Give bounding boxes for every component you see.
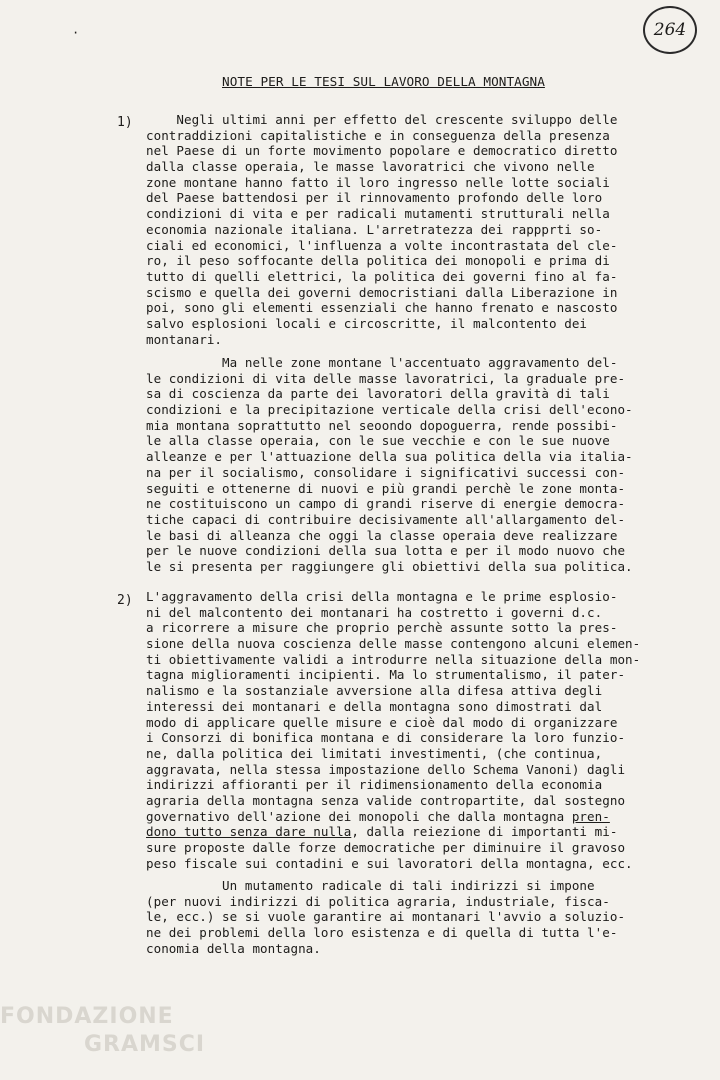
section-1-paragraph-2 [146,355,706,575]
text-line: ne costituiscono un campo di grandi riserve di energie democra- [146,496,626,512]
text-line: alleanze e per l'attuazione della sua politica della via italia- [146,449,633,465]
text-line: scismo e quella dei governi democristiani dalla Liberazione in [146,284,618,300]
text-line: condizioni e la precipitazione verticale della crisi dell'econo- [146,402,633,418]
text-line: ciali ed economici, l'influenza a volte incontrastata del cle- [146,237,618,253]
text-line: nalismo e la sostanziale avversione alla difesa attiva degli [146,683,603,699]
text-line: del Paese battendosi per il rinnovamento profondo delle loro [146,190,603,206]
text-line: a ricorrere a misure che proprio perchè assunte sotto la pres- [146,620,618,636]
text-line: sione della nuova coscienza delle masse contengono alcuni elemen- [146,636,641,652]
text-line: zone montane hanno fatto il loro ingresso nelle lotte sociali [146,174,610,190]
text-line: Negli ultimi anni per effetto del crescente sviluppo delle [146,112,618,127]
text-line: ne, dalla politica dei limitati investimenti, (che continua, [146,745,603,761]
watermark-line-2: GRAMSCI [84,1032,206,1057]
text-line: le basi di alleanza che oggi la classe operaia deve realizzare [146,527,618,543]
text-line: na per il socialismo, consolidare i significativi successi con- [146,464,626,480]
text-line: tiche capaci di contribuire decisivamente all'allargamento del- [146,511,626,527]
text-line: ro, il peso soffocante della politica dei monopoli e prima di [146,253,610,269]
text-line: ni del malcontento dei montanari ha costretto i governi d.c. [146,604,603,620]
text-line: montanari. [146,331,223,347]
section-2-paragraph-1 [146,589,706,871]
text-line: le, ecc.) se si vuole garantire ai montanari l'avvio a soluzio- [146,909,626,925]
text-line: peso fiscale sui contadini e sui lavoratori della montagna, ecc. [146,855,633,871]
text-line: conomia della montagna. [146,940,321,956]
text-line: le condizioni di vita delle masse lavoratrici, la graduale pre- [146,370,626,386]
text-line: economia nazionale italiana. L'arretratezza dei rappprti so- [146,221,603,237]
text-line: ti obiettivamente validi a introdurre nella situazione della mon- [146,651,641,667]
text-line: indirizzi affioranti per il ridimensionamento della economia [146,777,603,793]
text-line: condizioni di vita e per radicali mutamenti strutturali nella [146,206,610,222]
text-line: agraria della montagna senza valide contropartite, dal sostegno [146,792,626,808]
text-line: poi, sono gli elementi essenziali che hanno frenato e nascosto [146,300,618,316]
section-number: 2) [117,593,133,608]
text-line: sa di coscienza da parte dei lavoratori della gravità di tali [146,386,610,402]
watermark-line-1: FONDAZIONE [0,1004,174,1029]
text-line: sure proposte dalle forze democratiche per diminuire il gravoso [146,840,626,855]
section-1-paragraph-1 [146,112,706,347]
section-number: 1) [117,115,133,130]
text-line: le alla classe operaia, con le sue vecchie e con le sue nuove [146,433,610,449]
text-line: salvo esplosioni locali e circoscritte, il malcontento dei [146,315,588,331]
text-line: L'aggravamento della crisi della montagna e le prime esplosio- [146,589,618,604]
corner-mark: · [72,26,80,40]
text-line: governativo dell'azione dei monopoli che dalla montagna pren- [146,808,610,824]
text-line: le si presenta per raggiungere gli obiettivi della sua politica. [146,558,633,574]
page-number-circle: 264 [643,6,697,54]
text-line: per le nuove condizioni della sua lotta e per il modo nuovo che [146,543,626,559]
text-line: contraddizioni capitalistiche e in conseguenza della presenza [146,127,610,143]
document-title: NOTE PER LE TESI SUL LAVORO DELLA MONTAGNA [222,74,545,89]
text-line: aggravata, nella stessa impostazione dello Schema Vanoni) dagli [146,761,626,777]
text-line: interessi dei montanari e della montagna sono dimostrati dal [146,698,603,714]
text-line: modo di applicare quelle misure e cioè dal modo di organizzare [146,714,618,730]
text-line: seguiti e ottenerne di nuovi e più grandi perchè le zone monta- [146,480,626,496]
text-line: tutto di quelli elettrici, la politica dei governi fino al fa- [146,268,618,284]
text-line: i Consorzi di bonifica montana e di considerare la loro funzio- [146,730,626,746]
section-2-paragraph-2 [146,878,706,956]
text-line: tagna miglioramenti incipienti. Ma lo strumentalismo, il pater- [146,667,626,683]
text-line: Un mutamento radicale di tali indirizzi si impone [146,878,595,893]
text-line: mia montana soprattutto nel seoondo dopoguerra, rende possibi- [146,417,618,433]
text-line: ne dei problemi della loro esistenza e di quella di tutta l'e- [146,925,618,941]
text-line: Ma nelle zone montane l'accentuato aggravamento del- [146,355,618,370]
text-line: nel Paese di un forte movimento popolare e democratico diretto [146,143,618,159]
text-line: dalla classe operaia, le masse lavoratrici che vivono nelle [146,159,595,175]
text-line: (per nuovi indirizzi di politica agraria, industriale, fisca- [146,893,610,909]
text-line: dono tutto senza dare nulla, dalla reiezione di importanti mi- [146,824,618,840]
